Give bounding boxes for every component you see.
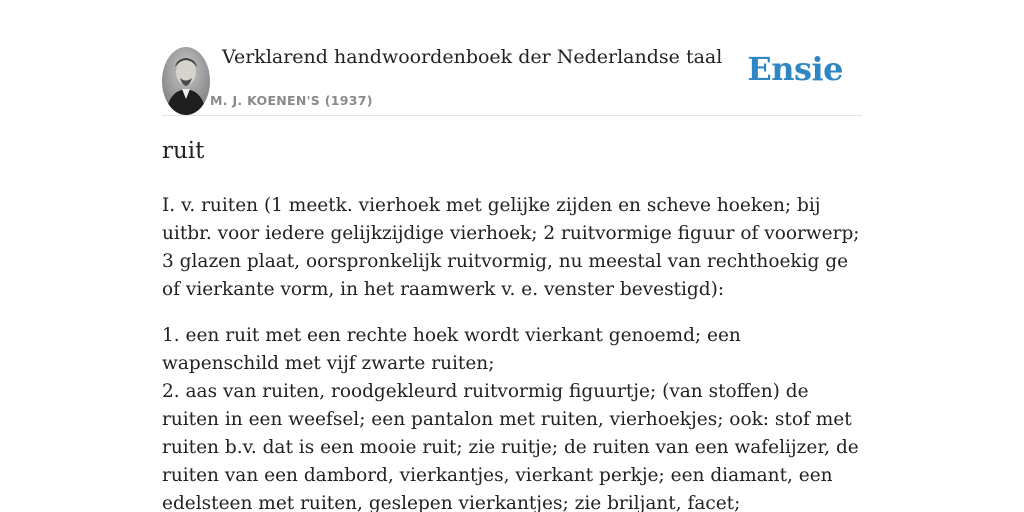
entry-content	[162, 192, 862, 512]
author-label: M. J. KOENEN'S (1937)	[210, 93, 373, 108]
ensie-logo-link[interactable]: Ensie	[747, 50, 843, 88]
page-header	[162, 40, 862, 116]
author-portrait	[162, 47, 210, 115]
book-title: Verklarend handwoordenboek der Nederlandse taal	[222, 46, 723, 68]
example-line: 1. een ruit met een rechte hoek wordt vierkant genoemd; een wapenschild met vijf zwarte ruiten;	[162, 325, 741, 374]
example-line: 2. aas van ruiten, roodgekleurd ruitvormig figuurtje; (van stoffen) de ruiten in een weefsel; een pantalon met ruiten, vierhoekjes; ook: stof met ruiten b.v. dat is een mooie ruit; zie ruitje; de ruiten van een wafelijzer, de ruiten van een dambord, vierkantjes, vierkant perkje; een diamant, een edelsteen met ruiten, geslepen vierkantjes; zie briljant, facet;	[162, 381, 859, 512]
headword: ruit	[162, 138, 205, 164]
examples-paragraph	[162, 322, 862, 512]
definition-paragraph: I. v. ruiten (1 meetk. vierhoek met gelijke zijden en scheve hoeken; bij uitbr. voor iedere gelijkzijdige vierhoek; 2 ruitvormige figuur of voorwerp; 3 glazen plaat, oorspronkelijk ruitvormig, nu meestal van rechthoekig ge of vierkante vorm, in het raamwerk v. e. venster bevestigd):	[162, 195, 860, 300]
